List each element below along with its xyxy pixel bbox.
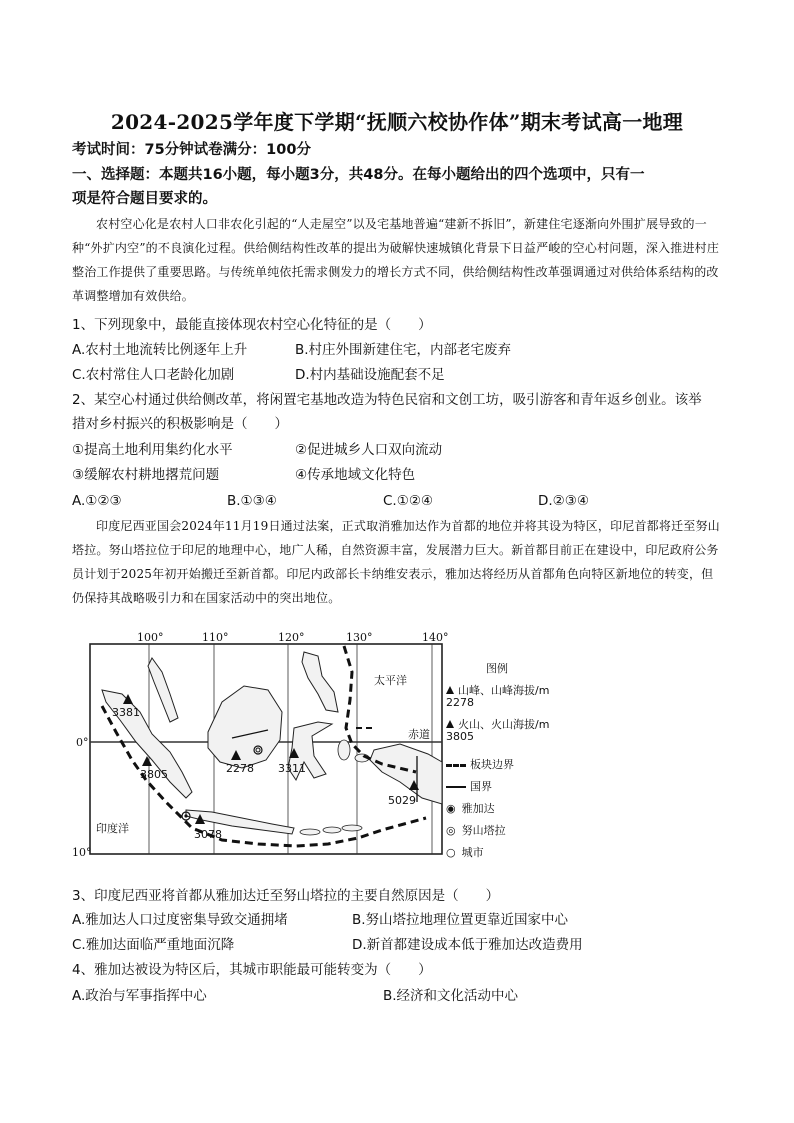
q2-option-a[interactable]: A.①②③ bbox=[72, 493, 122, 509]
section-heading-line2: 项是符合题目要求的。 bbox=[72, 191, 217, 207]
section-heading-line1: 一、选择题：本题共16小题，每小题3分，共48分。在每小题给出的四个选项中，只有一 bbox=[72, 167, 645, 183]
q2-options bbox=[72, 491, 724, 511]
legend-title: 图例 bbox=[486, 662, 508, 675]
q3-options-row1 bbox=[72, 910, 724, 930]
legend-mountain-value: 2278 bbox=[446, 696, 474, 709]
q2-option-d[interactable]: D.②③④ bbox=[538, 493, 589, 509]
lat-label: 10° bbox=[72, 846, 92, 859]
lon-label: 130° bbox=[346, 631, 373, 644]
q3-option-b[interactable]: B.努山塔拉地理位置更靠近国家中心 bbox=[352, 912, 569, 928]
border-icon bbox=[446, 786, 466, 788]
map-legend bbox=[446, 660, 556, 880]
city-icon: ○ bbox=[446, 846, 456, 859]
q2-option-c[interactable]: C.①②④ bbox=[383, 493, 434, 509]
q1-option-b[interactable]: B.村庄外围新建住宅，内部老宅废弃 bbox=[295, 342, 512, 358]
q2-stem-line2: 措对乡村振兴的积极影响是（ ） bbox=[72, 416, 288, 432]
peak-value: 3805 bbox=[140, 768, 168, 781]
mountain-icon bbox=[446, 686, 454, 694]
legend-volcano-value: 3805 bbox=[446, 730, 474, 743]
q3-options-row2 bbox=[72, 935, 724, 955]
nusantara-icon: ◎ bbox=[446, 824, 456, 837]
q2-statement-4: ④传承地域文化特色 bbox=[295, 467, 416, 483]
q1-option-c[interactable]: C.农村常住人口老龄化加剧 bbox=[72, 367, 235, 383]
exam-title: 2024-2025学年度下学期“抚顺六校协作体”期末考试高一地理 bbox=[110, 110, 684, 134]
passage-indonesia-capital: 印度尼西亚国会2024年11月19日通过法案，正式取消雅加达作为首都的地位并将其设为特区，印尼首都将迁至努山塔拉。努山塔拉位于印尼的地理中心，地广人稀，自然资源丰富，发展潜力巨大。新首都目前正在建设中，印尼政府公务员计划于2025年初开始搬迁至新首都。印尼内政部长卡纳维安表示，雅加达将经历从首都角色向特区新地位的转变，但仍保持其战略吸引力和在国家活动中的突出地位。 bbox=[72, 519, 720, 605]
lon-label: 120° bbox=[278, 631, 305, 644]
lon-label: 140° bbox=[422, 631, 449, 644]
q2-statement-1: ①提高土地利用集约化水平 bbox=[72, 442, 233, 458]
q1-options-row2 bbox=[72, 365, 724, 385]
q2-option-b[interactable]: B.①③④ bbox=[227, 493, 277, 509]
q3-option-d[interactable]: D.新首都建设成本低于雅加达改造费用 bbox=[352, 937, 583, 953]
legend-plate bbox=[446, 756, 514, 772]
jakarta-icon: ◉ bbox=[446, 802, 456, 815]
legend-city-label: 城市 bbox=[461, 846, 484, 859]
pacific-label: 太平洋 bbox=[374, 674, 407, 687]
passage-hollow-village: 农村空心化是农村人口非农化引起的“人走屋空”以及宅基地普遍“建新不拆旧”，新建住宅逐渐向外围扩展导致的一种“外扩内空”的不良演化过程。供给侧结构性改革的提出为破解快速城镇化背景下日益严峻的空心村问题，深入推进村庄整治工作提供了重要思路。与传统单纯依托需求侧发力的增长方式不同，供给侧结构性改革强调通过对供给体系结构的改革调整增加有效供给。 bbox=[72, 217, 720, 303]
exam-info: 考试时间：75分钟试卷满分：100分 bbox=[72, 142, 311, 158]
q1-option-a[interactable]: A.农村土地流转比例逐年上升 bbox=[72, 342, 248, 358]
plate-boundary-icon bbox=[446, 764, 466, 767]
peak-value: 3311 bbox=[278, 762, 306, 775]
legend-nusantara-label: 努山塔拉 bbox=[461, 824, 506, 837]
q1-option-d[interactable]: D.村内基础设施配套不足 bbox=[295, 367, 445, 383]
indian-ocean-label: 印度洋 bbox=[96, 822, 129, 835]
q4-option-b[interactable]: B.经济和文化活动中心 bbox=[383, 988, 519, 1004]
lat-label: 0° bbox=[76, 736, 89, 749]
q2-stem-line1: 2、某空心村通过供给侧改革，将闲置宅基地改造为特色民宿和文创工坊，吸引游客和青年返乡创业。该举 bbox=[72, 392, 702, 408]
peak-value: 5029 bbox=[388, 794, 416, 807]
peak-value: 2278 bbox=[226, 762, 254, 775]
q3-stem: 3、印度尼西亚将首都从雅加达迁至努山塔拉的主要自然原因是（ ） bbox=[72, 888, 500, 904]
legend-mountain-label: 山峰、山峰海拔/m bbox=[458, 684, 550, 697]
q3-option-c[interactable]: C.雅加达面临严重地面沉降 bbox=[72, 937, 235, 953]
lon-label: 110° bbox=[202, 631, 229, 644]
legend-nusantara bbox=[446, 822, 506, 838]
legend-border-label: 国界 bbox=[470, 780, 492, 793]
q1-stem: 1、下列现象中，最能直接体现农村空心化特征的是（ ） bbox=[72, 317, 432, 333]
legend-plate-label: 板块边界 bbox=[470, 758, 514, 771]
legend-border bbox=[446, 778, 492, 794]
q4-option-a[interactable]: A.政治与军事指挥中心 bbox=[72, 988, 207, 1004]
q2-statements-row1 bbox=[72, 440, 724, 460]
volcano-icon bbox=[446, 720, 454, 728]
q2-statement-3: ③缓解农村耕地撂荒问题 bbox=[72, 467, 220, 483]
legend-city bbox=[446, 844, 484, 860]
q1-options-row1 bbox=[72, 340, 724, 360]
legend-volcano-label: 火山、火山海拔/m bbox=[458, 718, 550, 731]
q4-options-row1 bbox=[72, 986, 724, 1006]
q4-stem: 4、雅加达被设为特区后，其城市职能最可能转变为（ ） bbox=[72, 962, 432, 978]
q2-statement-2: ②促进城乡人口双向流动 bbox=[295, 442, 443, 458]
lon-label: 100° bbox=[137, 631, 164, 644]
legend-jakarta-label: 雅加达 bbox=[461, 802, 495, 815]
peak-value: 3381 bbox=[112, 706, 140, 719]
legend-jakarta bbox=[446, 800, 495, 816]
q3-option-a[interactable]: A.雅加达人口过度密集导致交通拥堵 bbox=[72, 912, 288, 928]
equator-label: 赤道 bbox=[408, 728, 430, 741]
q2-statements-row2 bbox=[72, 465, 724, 485]
peak-value: 3078 bbox=[194, 828, 222, 841]
